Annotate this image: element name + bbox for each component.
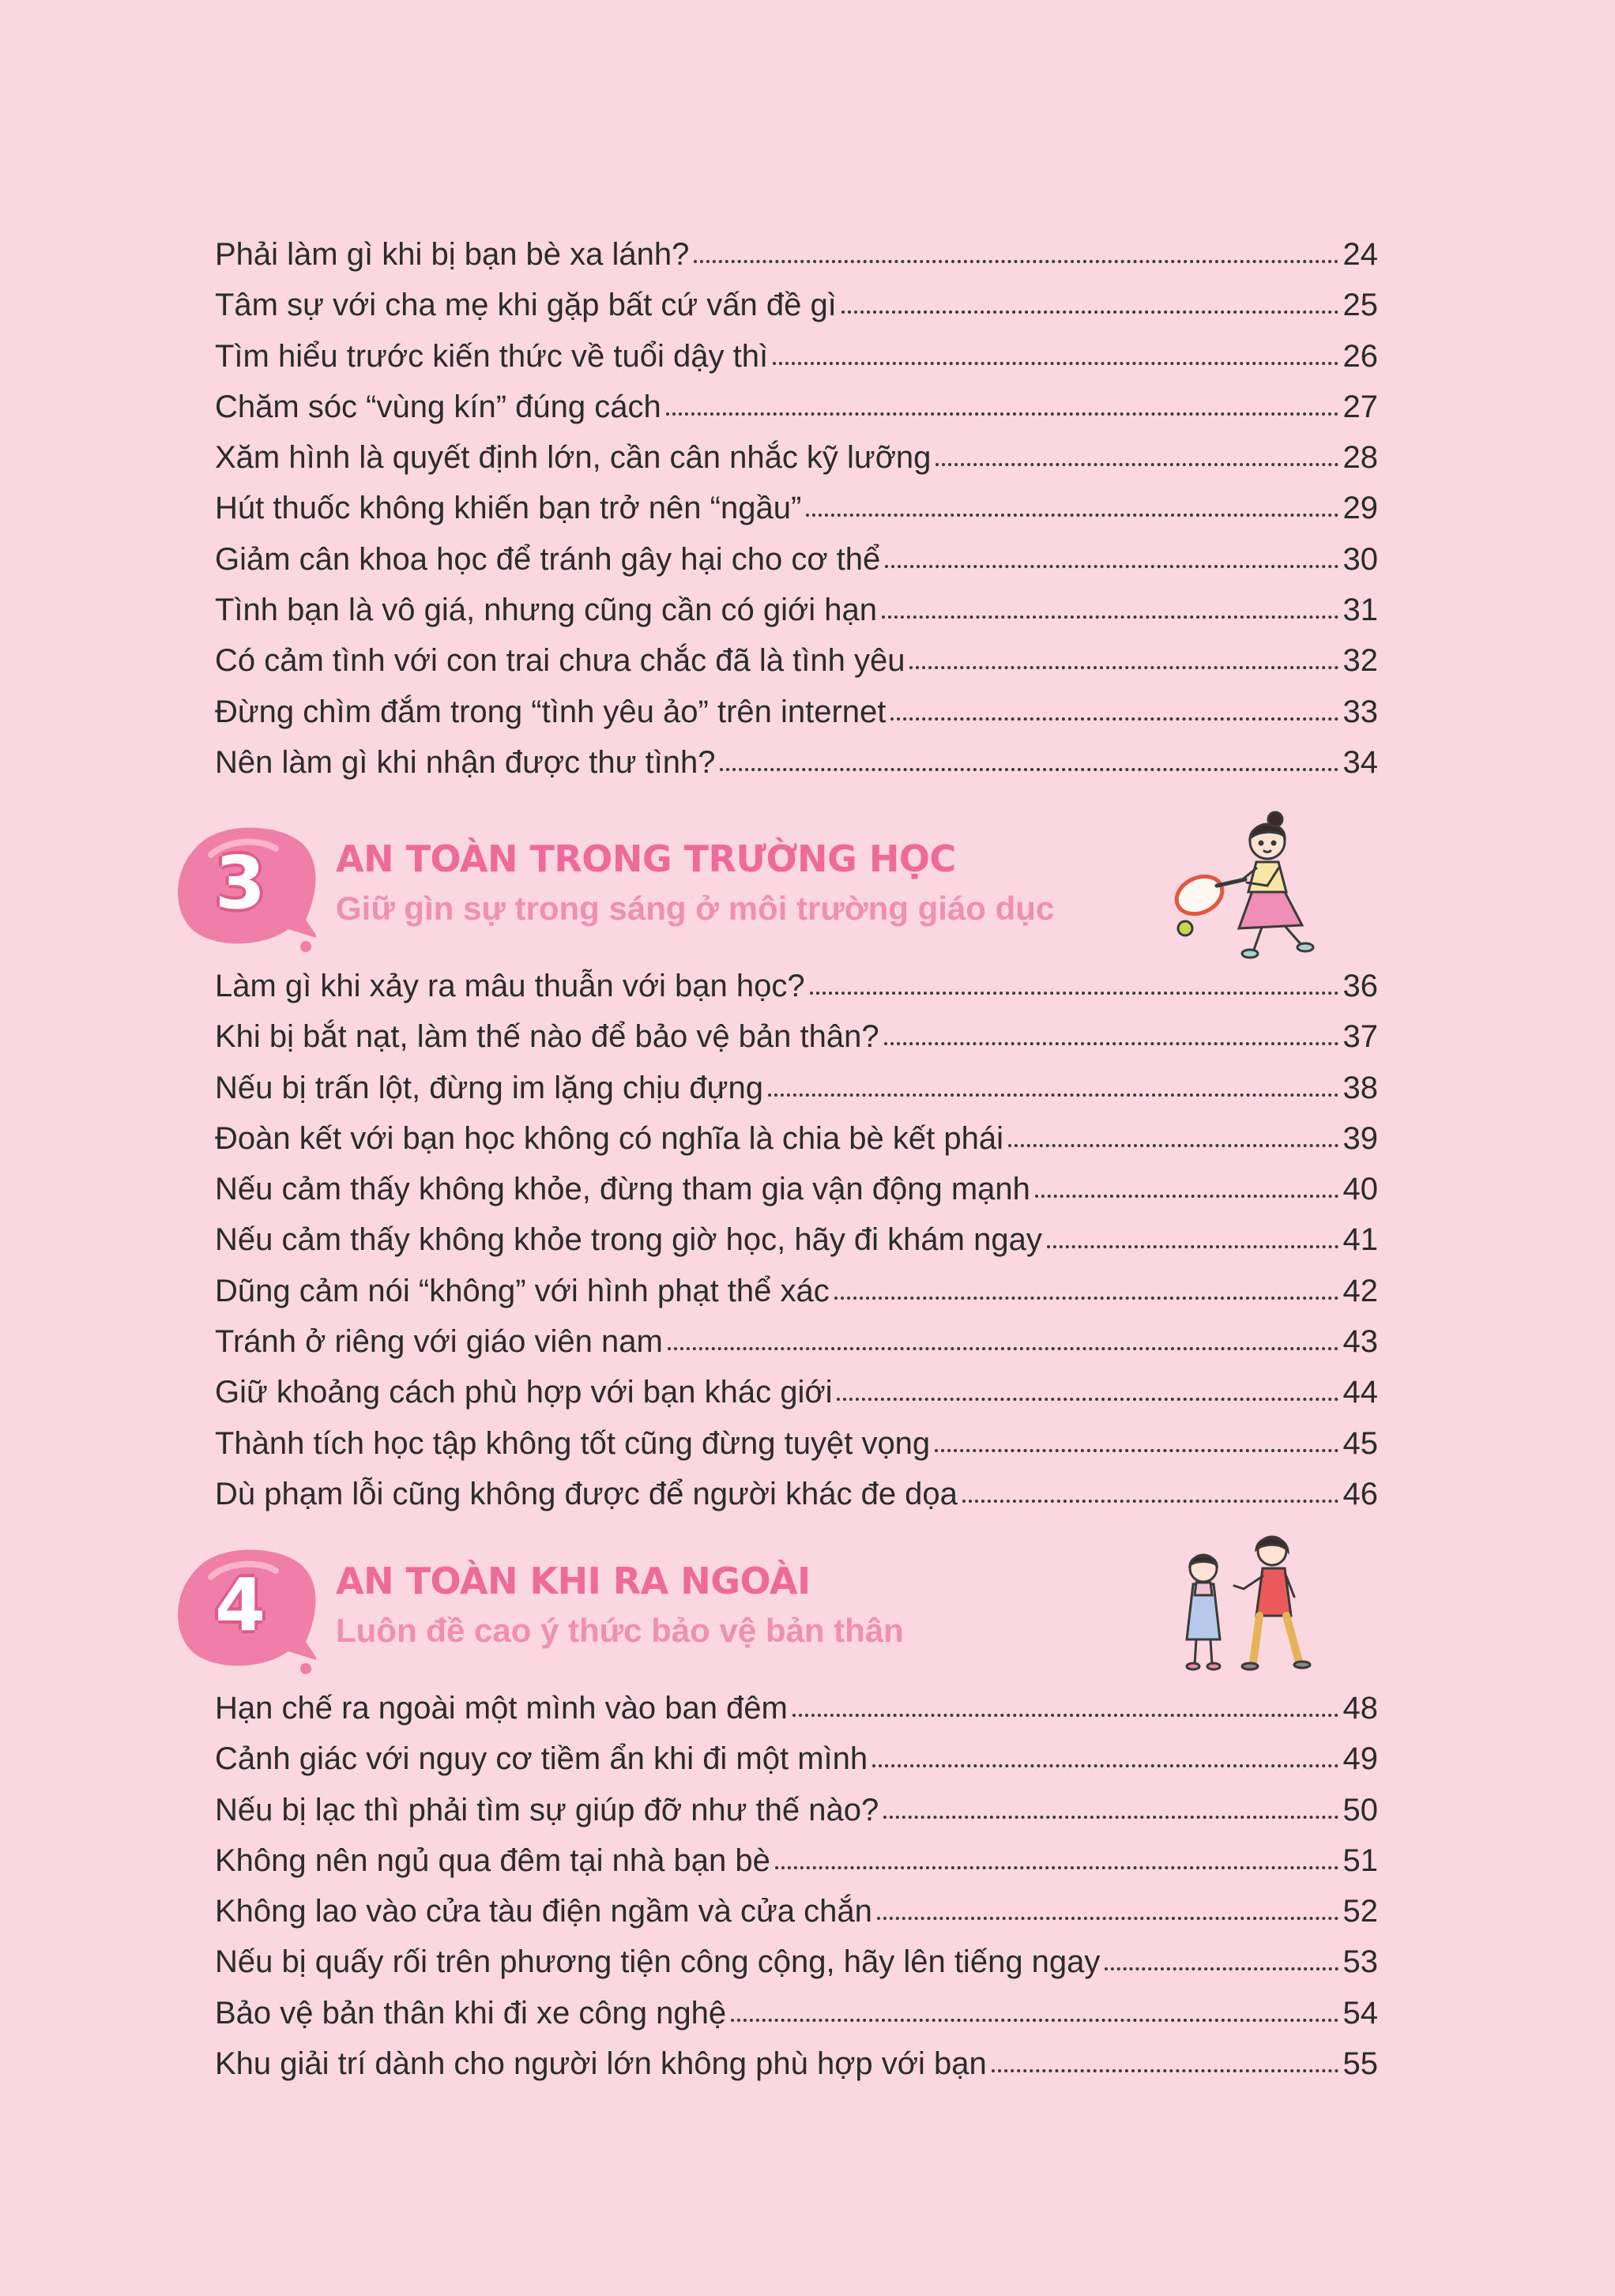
toc-list-group-1 xyxy=(215,229,1378,788)
toc-entry-title: Tìm hiểu trước kiến thức về tuổi dậy thì xyxy=(215,338,769,374)
toc-entry-page: 33 xyxy=(1342,694,1378,729)
chapter-number-3: 3 xyxy=(214,841,265,925)
dot-leader xyxy=(668,1346,1338,1350)
toc-entry-title: Nếu cảm thấy không khỏe, đừng tham gia vận động mạnh xyxy=(215,1172,1030,1207)
toc-entry xyxy=(215,280,1378,330)
dot-leader xyxy=(720,767,1338,771)
toc-entry-page: 42 xyxy=(1342,1273,1378,1308)
toc-entry xyxy=(215,1367,1378,1417)
toc-entry-page: 26 xyxy=(1342,338,1378,374)
toc-entry xyxy=(215,1063,1378,1113)
toc-entry-title: Giữ khoảng cách phù hợp với bạn khác giới xyxy=(215,1375,833,1410)
toc-entry xyxy=(215,1266,1378,1316)
toc-entry-page: 48 xyxy=(1342,1691,1378,1726)
toc-entry-page: 41 xyxy=(1342,1222,1378,1258)
dot-leader xyxy=(666,412,1338,416)
toc-entry-page: 40 xyxy=(1342,1172,1378,1207)
toc-entry xyxy=(215,382,1378,432)
girl-tennis-illustration xyxy=(1168,810,1326,960)
toc-list-section-3 xyxy=(215,961,1378,1519)
toc-entry xyxy=(215,483,1378,533)
dot-leader xyxy=(935,462,1338,466)
toc-entry xyxy=(215,635,1378,686)
dot-leader xyxy=(773,361,1338,365)
toc-entry-title: Nên làm gì khi nhận được thư tình? xyxy=(215,744,716,780)
toc-entry xyxy=(215,1683,1378,1733)
toc-entry xyxy=(215,1164,1378,1214)
toc-entry-title: Khi bị bắt nạt, làm thế nào để bảo vệ bản thân? xyxy=(215,1019,879,1055)
dot-leader xyxy=(935,1448,1338,1452)
toc-entry xyxy=(215,331,1378,382)
dot-leader xyxy=(837,1397,1338,1401)
dot-leader xyxy=(909,665,1338,669)
toc-entry-page: 36 xyxy=(1342,969,1378,1003)
toc-entry-page: 54 xyxy=(1342,1995,1378,2031)
toc-entry xyxy=(215,961,1378,1011)
toc-entry-page: 50 xyxy=(1342,1792,1378,1827)
toc-entry xyxy=(215,737,1378,788)
toc-entry-page: 46 xyxy=(1342,1476,1378,1511)
dot-leader xyxy=(1008,1143,1338,1147)
toc-entry-title: Có cảm tình với con trai chưa chắc đã là tình yêu xyxy=(215,643,905,679)
toc-entry xyxy=(215,1733,1378,1784)
dot-leader xyxy=(834,1296,1338,1300)
toc-entry-page: 49 xyxy=(1342,1741,1378,1777)
toc-entry-page: 31 xyxy=(1342,593,1378,628)
toc-entry-title: Làm gì khi xảy ra mâu thuẫn với bạn học? xyxy=(215,969,805,1003)
toc-entry xyxy=(215,1785,1378,1835)
woman-and-girl-illustration xyxy=(1168,1529,1342,1679)
section-4-title: AN TOÀN KHI RA NGOÀI xyxy=(336,1560,811,1602)
toc-entry xyxy=(215,585,1378,635)
toc-entry xyxy=(215,1886,1378,1937)
dot-leader xyxy=(1047,1244,1338,1248)
toc-entry-title: Tránh ở riêng với giáo viên nam xyxy=(215,1324,663,1360)
toc-entry-title: Hút thuốc không khiến bạn trở nên “ngầu” xyxy=(215,491,802,526)
section-3-title: AN TOÀN TRONG TRƯỜNG HỌC xyxy=(336,837,956,880)
dot-leader xyxy=(992,2068,1338,2072)
dot-leader xyxy=(731,2018,1338,2022)
toc-entry-title: Đừng chìm đắm trong “tình yêu ảo” trên internet xyxy=(215,694,887,729)
toc-entry xyxy=(215,1214,1378,1265)
toc-entry-title: Phải làm gì khi bị bạn bè xa lánh? xyxy=(215,237,690,272)
section-4-subtitle: Luôn đề cao ý thức bảo vệ bản thân xyxy=(336,1612,904,1649)
dot-leader xyxy=(962,1499,1338,1503)
chapter-number-4: 4 xyxy=(214,1563,265,1647)
toc-entry-title: Nếu bị trấn lột, đừng im lặng chịu đựng xyxy=(215,1070,763,1105)
dot-leader xyxy=(883,1815,1338,1819)
dot-leader xyxy=(872,1763,1338,1767)
dot-leader xyxy=(768,1093,1338,1097)
toc-entry-title: Dũng cảm nói “không” với hình phạt thể xác xyxy=(215,1273,830,1308)
dot-leader xyxy=(885,564,1338,568)
toc-entry xyxy=(215,687,1378,737)
toc-entry-title: Nếu bị lạc thì phải tìm sự giúp đỡ như thế nào? xyxy=(215,1792,879,1827)
dot-leader xyxy=(694,259,1338,263)
toc-entry-page: 29 xyxy=(1342,491,1378,526)
toc-entry-page: 25 xyxy=(1342,288,1378,323)
toc-entry-page: 38 xyxy=(1342,1070,1378,1105)
toc-entry-title: Tình bạn là vô giá, nhưng cũng cần có giới hạn xyxy=(215,593,878,628)
toc-entry-page: 51 xyxy=(1342,1842,1378,1878)
toc-entry-title: Đoàn kết với bạn học không có nghĩa là chia bè kết phái xyxy=(215,1120,1004,1156)
dot-leader xyxy=(810,991,1338,995)
toc-entry-title: Chăm sóc “vùng kín” đúng cách xyxy=(215,389,661,424)
toc-entry-title: Nếu bị quấy rối trên phương tiện công cộng, hãy lên tiếng ngay xyxy=(215,1944,1101,1980)
toc-entry-page: 32 xyxy=(1342,643,1378,679)
toc-entry-page: 45 xyxy=(1342,1425,1378,1461)
toc-entry-title: Hạn chế ra ngoài một mình vào ban đêm xyxy=(215,1691,788,1726)
toc-entry-page: 39 xyxy=(1342,1120,1378,1156)
toc-entry-title: Xăm hình là quyết định lớn, cần cân nhắc kỹ lưỡng xyxy=(215,440,932,476)
dot-leader xyxy=(1035,1194,1338,1198)
section-3-subtitle: Giữ gìn sự trong sáng ở môi trường giáo dục xyxy=(336,890,1055,927)
dot-leader xyxy=(890,717,1338,721)
toc-entry-title: Thành tích học tập không tốt cũng đừng tuyệt vọng xyxy=(215,1425,931,1461)
toc-entry-title: Dù phạm lỗi cũng không được để người khác đe dọa xyxy=(215,1476,958,1511)
toc-entry-page: 24 xyxy=(1342,237,1378,272)
toc-entry-page: 28 xyxy=(1342,440,1378,476)
dot-leader xyxy=(877,1916,1338,1920)
toc-entry-page: 34 xyxy=(1342,744,1378,780)
toc-entry xyxy=(215,1316,1378,1367)
dot-leader xyxy=(775,1865,1338,1869)
toc-entry-title: Nếu cảm thấy không khỏe trong giờ học, hãy đi khám ngay xyxy=(215,1222,1042,1258)
toc-entry-page: 43 xyxy=(1342,1324,1378,1360)
dot-leader xyxy=(1105,1967,1338,1970)
toc-entry-page: 37 xyxy=(1342,1019,1378,1055)
toc-entry xyxy=(215,1113,1378,1164)
toc-entry xyxy=(215,1988,1378,2038)
dot-leader xyxy=(841,310,1338,314)
toc-entry-page: 44 xyxy=(1342,1375,1378,1410)
toc-entry xyxy=(215,1937,1378,1987)
toc-entry xyxy=(215,1418,1378,1469)
toc-entry-title: Cảnh giác với nguy cơ tiềm ẩn khi đi một mình xyxy=(215,1741,868,1777)
toc-entry-title: Khu giải trí dành cho người lớn không phù hợp với bạn xyxy=(215,2046,987,2082)
toc-entry-title: Bảo vệ bản thân khi đi xe công nghệ xyxy=(215,1995,727,2031)
toc-entry-page: 27 xyxy=(1342,389,1378,424)
toc-entry xyxy=(215,1011,1378,1062)
toc-entry xyxy=(215,432,1378,483)
toc-entry-title: Tâm sự với cha mẹ khi gặp bất cứ vấn đề gì xyxy=(215,288,837,323)
toc-entry xyxy=(215,229,1378,280)
dot-leader xyxy=(792,1713,1338,1717)
toc-entry xyxy=(215,1469,1378,1519)
toc-entry-title: Không lao vào cửa tàu điện ngầm và cửa chắn xyxy=(215,1894,872,1929)
toc-entry-page: 53 xyxy=(1342,1944,1378,1980)
dot-leader xyxy=(806,513,1338,517)
toc-entry-title: Không nên ngủ qua đêm tại nhà bạn bè xyxy=(215,1842,770,1878)
dot-leader xyxy=(884,1041,1338,1045)
toc-entry-title: Giảm cân khoa học để tránh gây hại cho cơ thể xyxy=(215,541,881,577)
toc-entry-page: 30 xyxy=(1342,541,1378,577)
toc-entry xyxy=(215,1835,1378,1886)
dot-leader xyxy=(882,615,1338,619)
toc-entry xyxy=(215,2038,1378,2089)
toc-entry xyxy=(215,534,1378,585)
toc-entry-page: 52 xyxy=(1342,1894,1378,1929)
toc-list-section-4 xyxy=(215,1683,1378,2089)
toc-entry-page: 55 xyxy=(1342,2046,1378,2082)
